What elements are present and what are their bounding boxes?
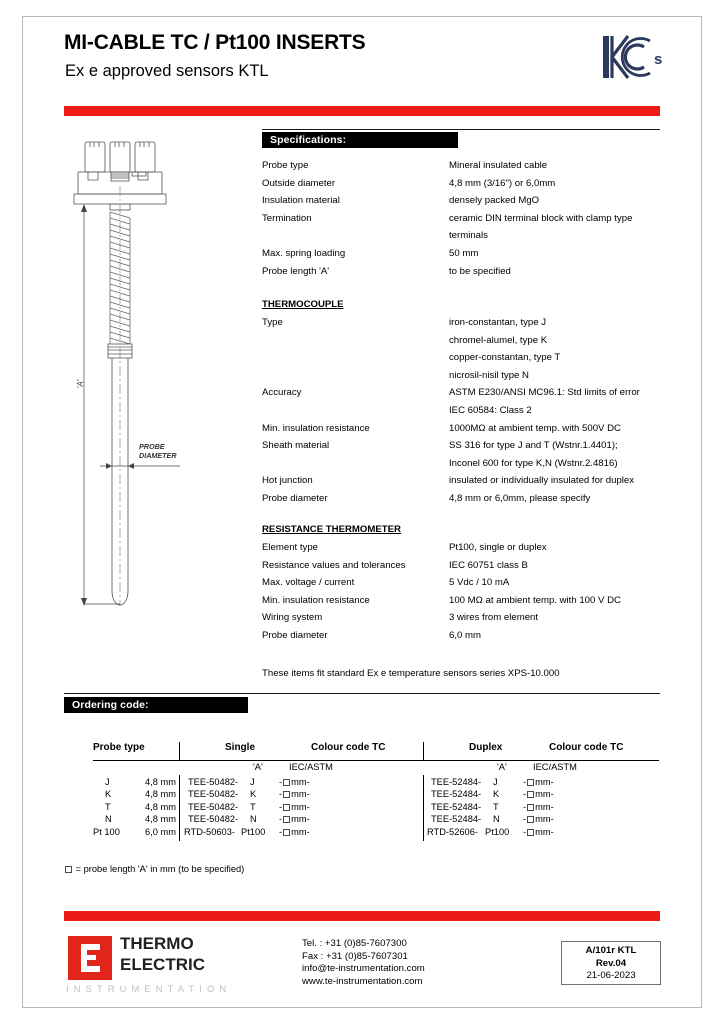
- cell-single-code: TEE-50482-: [188, 801, 239, 812]
- spec-row: [262, 370, 662, 388]
- ordering-code-table: [93, 742, 659, 839]
- spec-value: ceramic DIN terminal block with clamp type: [449, 212, 633, 224]
- cell-duplex-type: N: [493, 814, 500, 825]
- spec-row: [262, 405, 662, 423]
- cell-single-type: T: [250, 801, 256, 812]
- spec-value: insulated or individually insulated for duplex: [449, 475, 635, 487]
- length-placeholder-box-icon: [527, 779, 534, 786]
- document-code: A/101r KTL: [585, 945, 637, 956]
- spec-row: [262, 248, 662, 266]
- cell-single-length: - mm-: [279, 814, 310, 825]
- cell-duplex-code: TEE-52484-: [431, 789, 482, 800]
- sub-header-iec-astm-single: IEC/ASTM: [289, 762, 333, 772]
- spec-label: Termination: [262, 212, 312, 224]
- spec-label: Min. insulation resistance: [262, 594, 370, 606]
- spec-label: Sheath material: [262, 440, 330, 452]
- spec-value: 50 mm: [449, 247, 479, 259]
- thermocouple-section: [262, 299, 662, 511]
- header-red-rule: [64, 106, 660, 116]
- sub-header-a-single: 'A': [253, 762, 263, 772]
- length-placeholder-box-icon: [527, 791, 534, 798]
- cell-duplex-type: T: [493, 801, 499, 812]
- spec-label: Accuracy: [262, 387, 302, 399]
- cell-probe-type: K: [105, 789, 112, 800]
- cell-diameter: 4,8 mm: [145, 814, 176, 825]
- spec-label: Probe length 'A': [262, 265, 330, 277]
- spec-row: [262, 423, 662, 441]
- cell-duplex-type: K: [493, 789, 500, 800]
- sub-header-iec-astm-duplex: IEC/ASTM: [533, 762, 577, 772]
- table-row: [93, 777, 659, 789]
- cell-single-length: - mm-: [279, 789, 310, 800]
- col-header-single: Single: [225, 742, 256, 753]
- kc-certification-mark-icon: [598, 31, 666, 83]
- document-date: 21-06-2023: [586, 970, 636, 982]
- spec-label: Probe type: [262, 160, 309, 171]
- col-header-probe-type: Probe type: [93, 742, 145, 753]
- fit-standard-note: These items fit standard Ex e temperature sensors series XPS-10.000: [262, 668, 560, 679]
- length-placeholder-box-icon: [527, 829, 534, 836]
- ordering-footnote-text: = probe length 'A' in mm (to be specified): [75, 864, 245, 874]
- length-placeholder-box-icon: [283, 791, 290, 798]
- spec-row: [262, 178, 662, 196]
- contact-email[interactable]: info@te-instrumentation.com: [302, 963, 425, 975]
- spec-row: [262, 335, 662, 353]
- cell-diameter: 4,8 mm: [145, 777, 176, 787]
- specifications-rule: [262, 129, 660, 130]
- spec-label: Insulation material: [262, 195, 340, 207]
- table-row: [93, 827, 659, 839]
- spec-row: [262, 195, 662, 213]
- spec-value: SS 316 for type J and T (Wstnr.1.4401);: [449, 440, 618, 452]
- spec-row: [262, 630, 662, 648]
- table-row: [93, 814, 659, 826]
- contact-fax: Fax : +31 (0)85-7607301: [302, 950, 408, 962]
- spec-row: [262, 595, 662, 613]
- spec-value: Pt100, single or duplex: [449, 542, 547, 553]
- svg-text:s: s: [654, 51, 663, 68]
- footer-red-rule: [64, 911, 660, 921]
- cell-single-code: RTD-50603-: [184, 826, 235, 837]
- cell-probe-type: Pt 100: [93, 826, 120, 837]
- spec-row: [262, 352, 662, 370]
- spec-value: nicrosil-nisil type N: [449, 369, 529, 381]
- thermo-electric-logo-icon: [68, 936, 112, 980]
- cell-single-type: Pt100: [241, 826, 266, 837]
- cell-probe-type: J: [105, 777, 110, 787]
- table-row: [93, 789, 659, 801]
- spec-row: [262, 612, 662, 630]
- cell-single-length: - mm-: [279, 801, 310, 812]
- spec-value: terminals: [449, 230, 488, 242]
- spec-label: Min. insulation resistance: [262, 422, 370, 434]
- length-placeholder-box-icon: [283, 804, 290, 811]
- cell-single-code: TEE-50482-: [188, 777, 239, 787]
- specifications-list: [262, 160, 662, 283]
- cell-duplex-length: - mm-: [523, 789, 554, 800]
- spec-value: 5 Vdc / 10 mA: [449, 577, 510, 589]
- spec-label: Type: [262, 317, 283, 328]
- contact-website[interactable]: www.te-instrumentation.com: [302, 975, 423, 987]
- drawing-probe-diameter-label-2: DIAMETER: [139, 451, 177, 460]
- spec-label: Resistance values and tolerances: [262, 559, 406, 571]
- cell-duplex-code: TEE-52484-: [431, 801, 482, 812]
- spec-value: 1000MΩ at ambient temp. with 500V DC: [449, 422, 621, 434]
- length-placeholder-box-icon: [283, 816, 290, 823]
- spec-row: [262, 475, 662, 493]
- sub-header-a-duplex: 'A': [497, 762, 507, 772]
- spec-row: [262, 266, 662, 284]
- length-placeholder-box-icon: [527, 804, 534, 811]
- probe-assembly-drawing: [70, 136, 210, 626]
- ordering-divider-1: [179, 742, 180, 760]
- specifications-section-header: Specifications:: [262, 132, 458, 148]
- spec-label: Probe diameter: [262, 629, 328, 641]
- thermocouple-heading: THERMOCOUPLE: [262, 299, 344, 310]
- spec-row: [262, 458, 662, 476]
- ordering-body-divider-2: [423, 775, 424, 841]
- spec-label: Wiring system: [262, 612, 323, 624]
- cell-duplex-length: - mm-: [523, 814, 554, 825]
- spec-value: 100 MΩ at ambient temp. with 100 V DC: [449, 594, 621, 606]
- cell-single-length: - mm-: [279, 826, 310, 837]
- spec-row: [262, 317, 662, 335]
- ordering-body-divider-1: [179, 775, 180, 841]
- company-name-line1: THERMO: [120, 934, 194, 953]
- spec-row: [262, 493, 662, 511]
- length-placeholder-box-icon: [65, 866, 72, 873]
- spec-value: 6,0 mm: [449, 629, 481, 641]
- cell-duplex-length: - mm-: [523, 801, 554, 812]
- cell-duplex-type: Pt100: [485, 826, 510, 837]
- spec-value: to be specified: [449, 265, 511, 277]
- cell-probe-type: T: [105, 801, 111, 812]
- spec-row: [262, 577, 662, 595]
- length-placeholder-box-icon: [283, 779, 290, 786]
- col-header-duplex: Duplex: [469, 742, 503, 753]
- page-title: MI-CABLE TC / Pt100 INSERTS: [64, 31, 366, 54]
- spec-value: Mineral insulated cable: [449, 160, 548, 171]
- spec-row: [262, 160, 662, 178]
- cell-duplex-code: TEE-52484-: [431, 814, 482, 825]
- cell-single-type: K: [250, 789, 257, 800]
- spec-value: densely packed MgO: [449, 195, 540, 207]
- col-header-colour-code-duplex: Colour code TC: [549, 742, 624, 753]
- spec-row: [262, 213, 662, 231]
- cell-duplex-code: TEE-52484-: [431, 777, 482, 787]
- ordering-table-subheader-row: [93, 762, 659, 777]
- length-placeholder-box-icon: [283, 829, 290, 836]
- spec-value: iron-constantan, type J: [449, 317, 547, 328]
- document-revision-box: [561, 941, 661, 985]
- logo-stroke-top: [81, 944, 100, 950]
- cell-diameter: 6,0 mm: [145, 826, 176, 837]
- cell-single-length: - mm-: [279, 777, 310, 787]
- resistance-thermometer-heading: RESISTANCE THERMOMETER: [262, 524, 401, 535]
- drawing-probe-diameter-label-1: PROBE: [139, 442, 165, 451]
- cell-duplex-code: RTD-52606-: [427, 826, 478, 837]
- spec-label: Max. voltage / current: [262, 577, 355, 589]
- col-header-colour-code-single: Colour code TC: [311, 742, 386, 753]
- spec-label: Hot junction: [262, 475, 313, 487]
- length-placeholder-box-icon: [527, 816, 534, 823]
- spec-row-continuation: [262, 230, 662, 248]
- cell-single-type: J: [250, 777, 255, 787]
- ordering-header-underline: [93, 760, 659, 761]
- spec-row: [262, 440, 662, 458]
- spec-value: Inconel 600 for type K,N (Wstnr.2.4816): [449, 457, 618, 469]
- spec-value: IEC 60584: Class 2: [449, 404, 532, 416]
- spec-row: [262, 387, 662, 405]
- spec-value: 3 wires from element: [449, 612, 539, 624]
- page-subtitle: Ex e approved sensors KTL: [65, 62, 269, 80]
- contact-block: [302, 938, 425, 988]
- cell-single-code: TEE-50482-: [188, 814, 239, 825]
- spec-label: Probe diameter: [262, 492, 328, 504]
- spec-value: copper-constantan, type T: [449, 352, 561, 364]
- logo-stroke-middle: [81, 955, 96, 960]
- cell-single-code: TEE-50482-: [188, 789, 239, 800]
- spec-value: ASTM E230/ANSI MC96.1: Std limits of error: [449, 387, 640, 399]
- spec-label: Max. spring loading: [262, 247, 346, 259]
- ordering-table-header-row: [93, 742, 659, 759]
- spec-label: Element type: [262, 542, 318, 553]
- cell-probe-type: N: [105, 814, 112, 825]
- spec-value: 4,8 mm (3/16") or 6,0mm: [449, 177, 556, 189]
- logo-stroke-bottom: [81, 966, 100, 972]
- ordering-rule: [64, 693, 660, 694]
- cell-single-type: N: [250, 814, 257, 825]
- spec-row: [262, 560, 662, 578]
- spec-row: [262, 542, 662, 560]
- cell-duplex-length: - mm-: [523, 777, 554, 787]
- contact-tel: Tel. : +31 (0)85-7607300: [302, 938, 407, 949]
- spec-label: Outside diameter: [262, 177, 336, 189]
- cell-diameter: 4,8 mm: [145, 789, 176, 800]
- drawing-dimension-a-label: 'A': [76, 379, 85, 389]
- cell-diameter: 4,8 mm: [145, 801, 176, 812]
- company-name-line3: INSTRUMENTATION: [66, 983, 232, 994]
- spec-value: IEC 60751 class B: [449, 559, 528, 571]
- company-name-line2: ELECTRIC: [120, 955, 205, 974]
- spec-value: chromel-alumel, type K: [449, 334, 548, 346]
- resistance-thermometer-section: [262, 524, 662, 648]
- ordering-divider-2: [423, 742, 424, 760]
- cell-duplex-length: - mm-: [523, 826, 554, 837]
- ordering-footnote: [64, 864, 244, 874]
- ordering-section-header: Ordering code:: [64, 697, 248, 713]
- table-row: [93, 802, 659, 814]
- cell-duplex-type: J: [493, 777, 498, 787]
- document-revision: Rev.04: [595, 957, 627, 969]
- spec-value: 4,8 mm or 6,0mm, please specify: [449, 492, 591, 504]
